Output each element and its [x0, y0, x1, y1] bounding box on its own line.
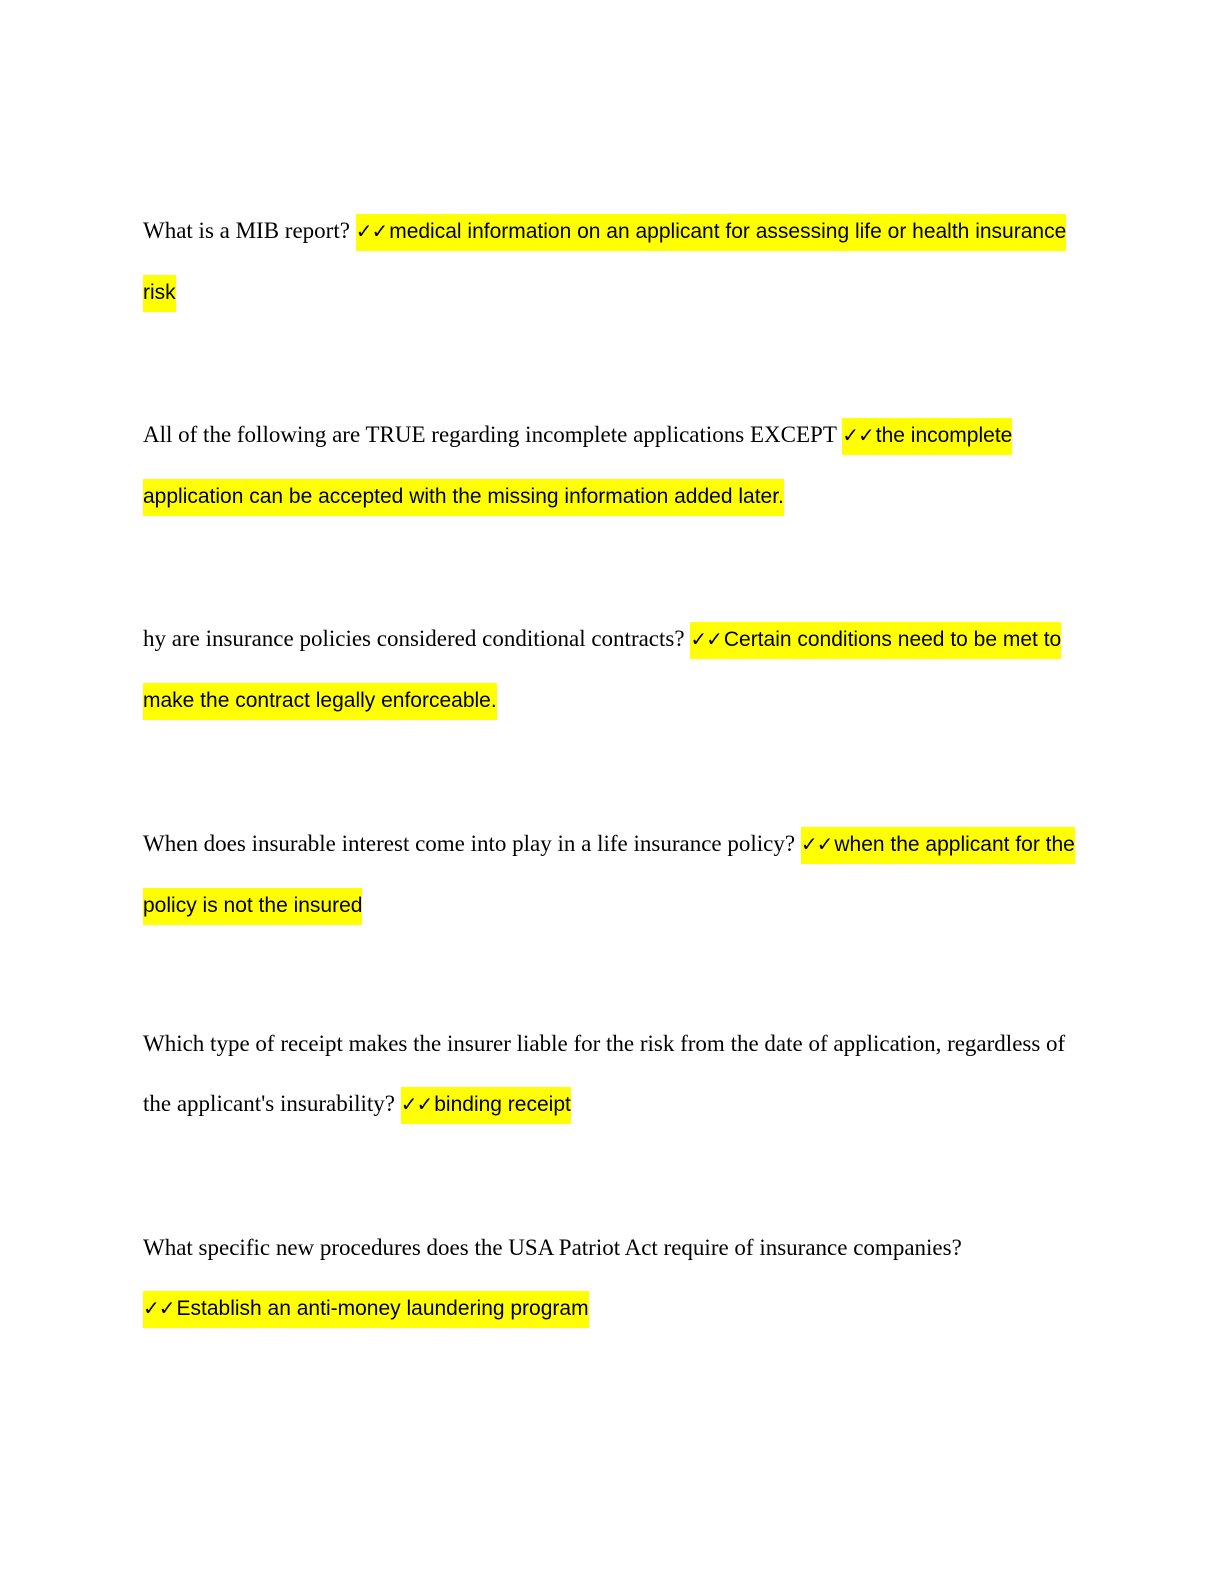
- answer-text: medical information on an applicant for assessing life or health insurance risk: [143, 220, 1067, 304]
- qa-item: [143, 1218, 1083, 1338]
- double-check-icon: ✓✓: [800, 832, 833, 856]
- answer-text: Certain conditions need to be met to make the contract legally enforceable.: [143, 628, 1062, 712]
- answer-text: when the applicant for the policy is not the insured: [143, 833, 1075, 917]
- question-text: What is a MIB report?: [143, 218, 350, 243]
- qa-item: [143, 405, 1083, 526]
- qa-item: [143, 609, 1083, 730]
- double-check-icon: ✓✓: [400, 1091, 433, 1116]
- qa-item: [143, 1014, 1083, 1134]
- question-text: hy are insurance policies considered conditional contracts?: [143, 626, 685, 651]
- double-check-icon: ✓✓: [143, 1295, 175, 1320]
- qa-item: [143, 814, 1083, 935]
- answer-text: binding receipt: [434, 1092, 571, 1116]
- answer-highlight: [401, 1087, 571, 1124]
- answer-highlight: [143, 1291, 589, 1328]
- question-text: All of the following are TRUE regarding incomplete applications EXCEPT: [143, 422, 837, 447]
- double-check-icon: ✓✓: [690, 627, 722, 651]
- answer-text: Establish an anti-money laundering program: [176, 1296, 589, 1320]
- question-text: What specific new procedures does the USA Patriot Act require of insurance companies?: [143, 1235, 962, 1260]
- qa-item: [143, 201, 1083, 322]
- double-check-icon: ✓✓: [842, 423, 874, 447]
- question-text: When does insurable interest come into play in a life insurance policy?: [143, 831, 796, 856]
- question-text: Which type of receipt makes the insurer liable for the risk from the date of application, regardless of the applicant's insurability?: [143, 1031, 1066, 1116]
- double-check-icon: ✓✓: [355, 219, 388, 243]
- answer-text: the incomplete application can be accepted with the missing information added later.: [143, 424, 1013, 508]
